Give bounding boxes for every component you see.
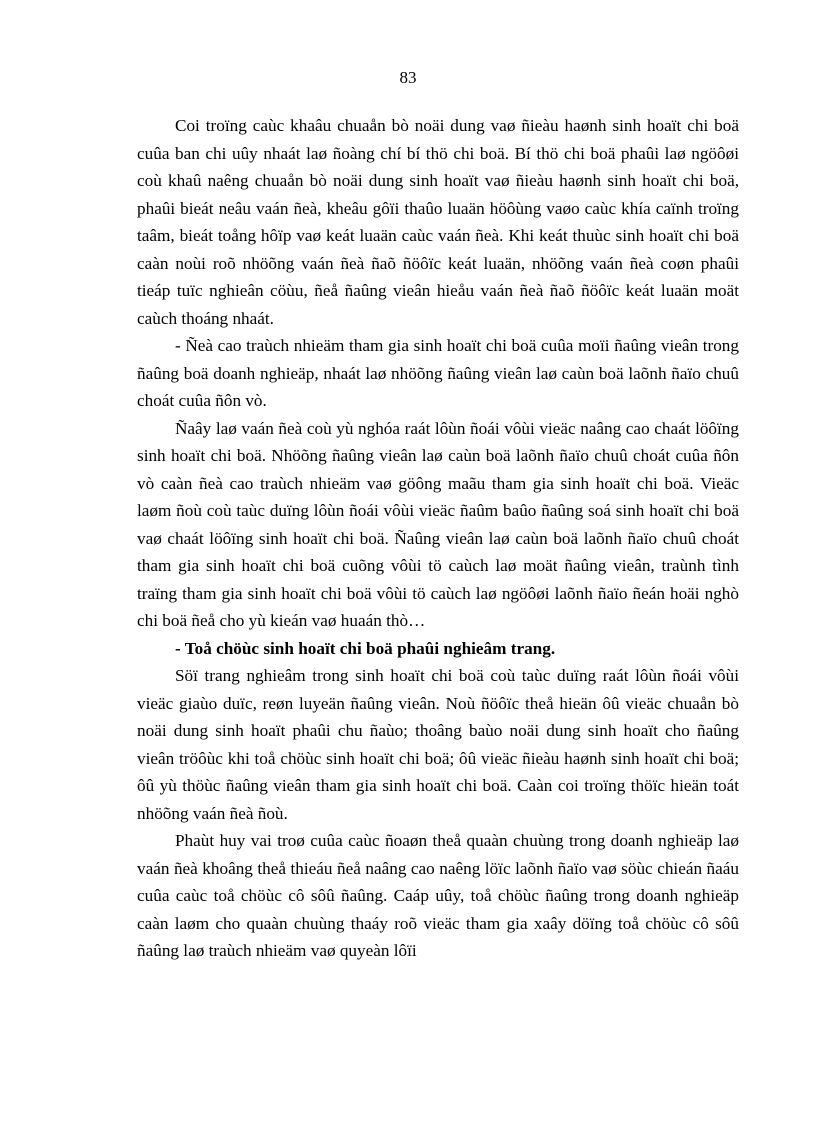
page-number: 83	[399, 68, 417, 87]
paragraph-mass-organizations: Phaùt huy vai troø cuûa caùc ñoaøn theå quaàn chuùng trong doanh nghieäp laø vaán ñeà khoâng theå thieáu ñeå naâng cao naêng löïc laõnh ñaïo vaø söùc chieán ñaáu cuûa caùc toå chöùc cô sôû ñaûng. Caáp uûy, toå chöùc ñaûng trong doanh nghieäp caàn laøm cho quaàn chuùng thaáy roõ vieäc tham gia xaây döïng toå chöùc cô sôû ñaûng laø traùch nhieäm vaø quyeàn lôïi	[137, 831, 739, 960]
paragraph-leadership-preparation: Coi troïng caùc khaâu chuaån bò noäi dung vaø ñieàu haønh sinh hoaït chi boä cuûa ban chi uûy nhaát laø ñoàng chí bí thö chi boä. Bí thö chi boä phaûi laø ngöôøi coù khaû naêng chuaån bò noäi dung sinh hoaït vaø ñieàu haønh sinh hoaït chi boä, phaûi bieát neâu vaán ñeà, kheâu gôïi thaûo luaän höôùng vaøo caùc khía caïnh troïng taâm, bieát toång hôïp vaø keát luaän caùc vaán ñeà. Khi keát thuùc sinh hoaït chi boä caàn noùi roõ nhöõng vaán ñeà ñaõ ñöôïc keát luaän, nhöõng vaán ñeà coøn phaûi tieáp tuïc nghieân cöùu, ñeå ñaûng vieân hieåu vaán ñeà ñaõ ñöôïc keát luaän moät caùch thoáng nhaát.	[137, 116, 739, 328]
paragraph-solemnity-body: Söï trang nghieâm trong sinh hoaït chi boä coù taùc duïng raát lôùn ñoái vôùi vieäc giaùo duïc, reøn luyeän ñaûng vieân. Noù ñöôïc theå hieän ôû vieäc chuaån bò noäi dung sinh hoaït phaûi chu ñaùo; thoâng baùo noäi dung sinh hoaït cho ñaûng vieân tröôùc khi toå chöùc sinh hoaït chi boä; ôû vieäc ñieàu haønh sinh hoaït chi boä; ôû yù thöùc ñaûng vieân tham gia sinh hoaït chi boä. Caàn coi troïng thöïc hieän toát nhöõng vaán ñeà ñoù.	[137, 666, 739, 823]
paragraph-responsibility-heading: - Ñeà cao traùch nhieäm tham gia sinh hoaït chi boä cuûa moïi ñaûng vieân trong ñaûng boä doanh nghieäp, nhaát laø nhöõng ñaûng vieân laø caùn boä laõnh ñaïo chuû choát cuûa ñôn vò.	[137, 336, 739, 410]
paragraph-solemnity-heading: - Toå chöùc sinh hoaït chi boä phaûi nghieâm trang.	[175, 638, 556, 658]
paragraph-responsibility-body: Ñaây laø vaán ñeà coù yù nghóa raát lôùn ñoái vôùi vieäc naâng cao chaát löôïng sinh hoaït chi boä. Nhöõng ñaûng vieân laø caùn boä laõnh ñaïo chuû choát cuûa ñôn vò caàn ñeà cao traùch nhieäm vaø göông maãu tham gia sinh hoaït chi boä. Vieäc laøm ñoù coù taùc duïng lôùn ñoái vôùi vieäc ñaûm baûo ñaûng soá sinh hoaït chi boä vaø chaát löôïng sinh hoaït chi boä. Ñaûng vieân laø caùn boä laõnh ñaïo chuû choát tham gia sinh hoaït chi boä cuõng vôùi tö caùch laø moät ñaûng vieân, traùnh tình traïng tham gia sinh hoaït chi boä vôùi tö caùch laø ngöôøi laõnh ñaïo ñeán hoäi nghò chi boä ñeå cho yù kieán vaø huaán thò…	[137, 418, 739, 630]
body-text	[137, 112, 739, 965]
